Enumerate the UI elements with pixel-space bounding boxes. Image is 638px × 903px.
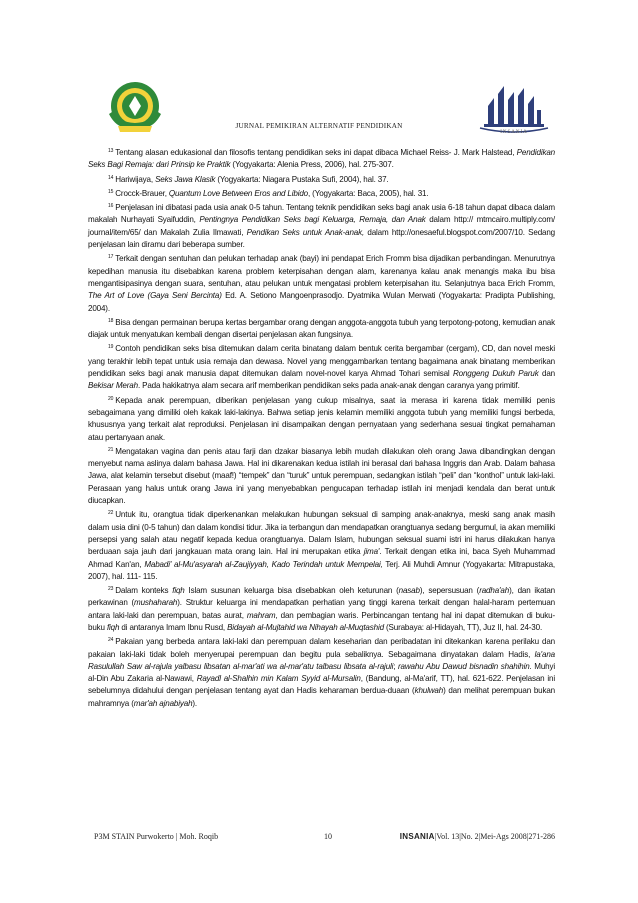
footnote-italic-text: khulwah <box>414 686 444 696</box>
footnote-italic-text: nasab <box>398 586 420 596</box>
footnote-number: 17 <box>108 254 114 261</box>
footnote-text: ). <box>192 698 198 708</box>
footnote-italic-text: Mabadi' al-Mu'asyarah al-Zaujiyyah, Kado Terindah untuk Mempelai, <box>144 559 383 569</box>
footnote-italic-text: Quantum Love Between Eros and Libido <box>168 188 309 198</box>
footnote-18 <box>88 315 555 342</box>
footnote-16 <box>88 200 555 251</box>
footnote-text: dan <box>538 369 555 379</box>
footnote-text: . Terkait dengan etika ini, baca Syeh Muhammad Ahmad Kan'an, <box>88 547 556 569</box>
footnote-14 <box>88 172 555 186</box>
footnote-text: (Yogyakarta: Alenia Press, 2006), hal. 275-307. <box>230 160 394 170</box>
footnote-italic-text: rawahu Abu Dawud bisnadin shahihin <box>398 661 530 671</box>
footer-journal-info <box>400 832 555 841</box>
footnote-number: 19 <box>108 344 114 351</box>
footnote-20 <box>88 393 555 444</box>
footnote-text: . Muhyi al-Din Abu Zakaria al-Nawawi, <box>88 661 555 684</box>
footnote-text: (Surabaya: al-Hidayah, TT), Juz II, hal. 24-30. <box>383 622 543 632</box>
footnote-17 <box>88 251 555 314</box>
footnote-italic-text: The Art of Love (Gaya Seni Bercinta) <box>88 291 222 301</box>
page-footer <box>88 832 555 844</box>
footnote-italic-text: Rayadl al-Shalhin min Kalam Syyid al-Mursalin <box>196 674 361 684</box>
footnote-13 <box>88 145 555 172</box>
footnote-italic-text: Pendidikan Seks Bagi Remaja: dari Prinsip ke Praktik <box>88 148 555 170</box>
footnote-text: Contoh pendidikan seks bisa ditemukan dalam cerita binatang dalam bentuk cerita bergambar (cergam), CD, dan novel meski yang terakhir lebih tepat untuk usia remaja dan dewasa. Novel yang menggambarkan tentang bagaimana anak binatang memberikan pendidikan seks bagi anak manusia dapat ditemukan dalam novel-novel karya Ahmad Tohari semisal <box>88 344 555 379</box>
footnote-19 <box>88 341 555 392</box>
footer-journal-name: INSANIA <box>399 832 435 841</box>
footer-author: P3M STAIN Purwokerto | Moh. Roqib <box>94 832 219 841</box>
footnote-number: 18 <box>108 317 114 324</box>
footnote-number: 15 <box>108 188 114 195</box>
footnote-number: 14 <box>108 174 114 181</box>
footnote-text: Terj. Ali Muhdi Amnur (Yogyakarta: Mitrapustaka, 2007), hal. 111- 115. <box>88 559 555 581</box>
footnote-italic-text: la'ana Rasulullah Saw al-rajula yalbasu libsatan al-mar'ati wa al-mar'atu talbasu libsata al-rajuli <box>88 649 555 671</box>
footnote-text: , (Bandung, al-Ma'arif, TT), hal. 621-622. Penjelasan ini sebelumnya didahului dengan penjelasan tentang ayat dan Hadis keharaman berdua-duaan ( <box>88 674 555 696</box>
footnote-italic-text: Bekisar Merah <box>88 381 138 391</box>
footnote-text: Tentang alasan edukasional dan filosofis tentang pendidikan seks ini dapat dibaca Michael Reiss- J. Mark Halstead, <box>115 148 517 157</box>
footnote-text: Untuk itu, orangtua tidak diperkenankan melakukan hubungan seksual di samping anak-anaknya, meski sang anak masih dalam usia dini (0-5 tahun) dan dalam kondisi tidur. Jika ia terbangun dan mendapatkan orangtuanya sedang bergumul, ia akan memiliki persepsi yang salah atau negatif kepada kedua orangtuanya. Dalam Islam, hubungan seksual suami istri ini harus dilakukan hanya berduaan saja jauh dari jangkauan mata orang lain. Hal ini merupakan etika <box>88 510 555 557</box>
footnote-text: Crocck-Brauer, <box>115 188 169 198</box>
footnote-italic-text: Pentingnya Pendidikan Seks bagi Keluarga, Remaja, dan Anak <box>199 215 426 225</box>
footnote-22 <box>88 507 555 583</box>
footnote-number: 16 <box>108 203 114 210</box>
footnote-text: Ed. A. Setiono Mangoenprasodjo. Dyatmika Wulan Merwati (Yogyakarta: Pradipta Publishing, 2004). <box>88 291 555 313</box>
footnote-italic-text: jima' <box>363 547 380 557</box>
footnote-text: dalam http://onesaeful.blogspot.com/2007/10. Sedang penjelasan lain diramu dari beberapa sumber. <box>88 227 555 250</box>
footnote-text: , (Yogyakarta: Baca, 2005), hal. 31. <box>308 188 429 198</box>
footnote-text: Dalam konteks <box>115 586 173 596</box>
footnote-italic-text: mahram <box>246 610 276 620</box>
footnote-italic-text: mushaharah <box>134 598 178 608</box>
footnote-text: , dan pembagian waris. Perbincangan tentang hal ini dapat ditemukan di buku-buku <box>88 610 555 632</box>
footnote-number: 13 <box>108 148 114 154</box>
footnotes-block <box>88 145 555 710</box>
footnote-number: 21 <box>108 446 114 453</box>
footnote-15 <box>88 186 555 200</box>
footnote-text: dalam http:// mtmcairo.multiply.com/ journal/item/65/ dan Makalah Zulia Ilmawati, <box>88 215 555 237</box>
footnote-23 <box>88 583 555 634</box>
footnote-text: Hariwijaya, <box>115 174 156 184</box>
footnote-text: Terkait dengan sentuhan dan pelukan terhadap anak (bayi) ini pendapat Erich Fromm bisa dijadikan perbandingan. Menurutnya kepedihan manusia itu disebabkan karena problem keterpisahan dengan alam, karenanya kalau anak menangis maka ibu bisa mengantisipasinya dengan suara, sentuhan, atau pelukan untuk mengatasi problem keterpisahan itu. Selanjutnya baca Erich Fromm, <box>88 254 555 288</box>
footnote-text: Penjelasan ini dibatasi pada usia anak 0-5 tahun. Tentang teknik pendidikan seks bagi anak usia 6-18 tahun dapat dibaca dalam makalah Nurhayati Syaifuddin, <box>88 203 555 225</box>
footnote-21 <box>88 444 555 507</box>
footnote-text: ; <box>393 661 399 671</box>
footnote-24 <box>88 634 555 710</box>
footnote-text: Pakaian yang berbeda antara laki-laki dan perempuan dalam keseharian dan peribadatan ini ditekankan karena perilaku dan pakaian laki-laki tidak boleh menyerupai perempuan dan begitu pula sebaliknya. Sebagaimana dinyatakan dalam Hadis, <box>88 637 555 659</box>
footer-issue: |Vol. 13|No. 2|Mei-Ags 2008|271-286 <box>434 832 555 841</box>
running-header-title: JURNAL PEMIKIRAN ALTERNATIF PENDIDIKAN <box>235 122 403 130</box>
footnote-italic-text: fiqh <box>106 622 120 632</box>
footnote-italic-text: Ronggeng Dukuh Paruk <box>452 369 539 379</box>
footnote-text: ). Struktur keluarga ini mendapatkan perhatian yang tinggi karena terkait dengan halal-haram pertemuan antara laki-laki dan perempuan, batas aurat, <box>88 598 555 620</box>
footnote-text: Kepada anak perempuan, diberikan penjelasan yang cukup misalnya, saat ia merasa iri karena tidak memiliki penis sebagaimana yang dimiliki oleh kakak laki-lakinya. Bahwa setiap jenis kelamin memiliki anggota tubuh yang memiliki fungsi berbeda, khususnya yang terkait alat reproduksi. Penjelasan ini disampaikan dengan pernyataan yang sederhana sesuai tingkat pemahaman atau pertanyaan anak. <box>88 395 555 442</box>
page-number: 10 <box>324 832 332 841</box>
footnote-text: (Yogyakarta: Niagara Pustaka Sufi, 2004), hal. 37. <box>215 174 389 184</box>
footnote-number: 22 <box>108 510 114 517</box>
footnote-text: di antaranya Imam Ibnu Rusd, <box>119 622 228 632</box>
insania-logo-text: INSANIA <box>500 130 528 135</box>
footnote-italic-text: mar'ah ajnabiyah <box>133 698 193 708</box>
footnote-text: ), sepersusuan ( <box>419 586 480 596</box>
footnote-italic-text: Bidayah al-Mujtahid wa Nihayah al-Muqtashid <box>227 622 384 632</box>
footnote-text: ) dan melihat perempuan bukan mahramnya ( <box>88 686 555 708</box>
footnote-text: . Pada hakikatnya alam secara arif memberikan pendidikan seks pada anak-anak dengan caranya yang primitif. <box>137 381 520 391</box>
footnote-italic-text: Seks Jawa Klasik <box>155 174 216 184</box>
footnote-text: Bisa dengan permainan berupa kertas bergambar orang dengan anggota-anggota tubuh yang terpotong-potong, kemudian anak diajak untuk menyatukan kembali dengan disertai penjelasan akan fungsinya. <box>88 317 555 340</box>
footnote-text: Mengatakan vagina dan penis atau farji dan dzakar biasanya lebih mudah dilakukan oleh orang Jawa dibandingkan dengan menyebut nama aslinya dalam bahasa Jawa. Hal ini dikarenakan kedua istilah ini berasal dari bahasa Inggris dan Arab. Dalam bahasa Jawa, alat kelamin tersebut disebut (maaf!) “tempek” dan “turuk” untuk perempuan, sedangkan istilah “peli” dan “konthol” untuk laki-laki. Perasaan yang halus untuk orang Jawa ini yang menyebabkan pengucapan terhadap istilah ini menjadi kendala dan berat untuk diucapkan. <box>88 446 555 506</box>
footnote-text: Islam susunan keluarga bisa disebabkan oleh keturunan ( <box>184 586 399 596</box>
footnote-italic-text: fiqh <box>172 586 185 596</box>
footnote-number: 24 <box>108 637 114 644</box>
footnote-italic-text: Pendikan Seks untuk Anak-anak, <box>246 227 365 237</box>
footnote-number: 23 <box>108 586 114 593</box>
footnote-italic-text: radha'ah <box>479 586 510 596</box>
footnote-text: ), dan ikatan perkawinan ( <box>88 586 556 608</box>
footnote-number: 20 <box>108 395 114 402</box>
